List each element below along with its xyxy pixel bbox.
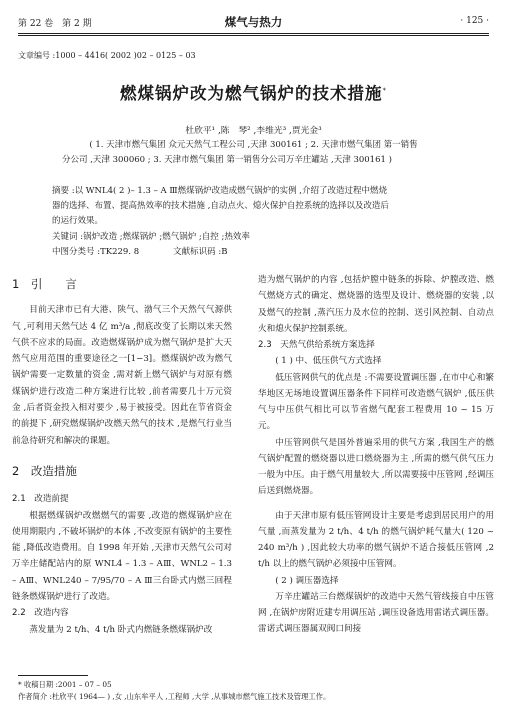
affiliation-line: 分公司 ,天津 300060 ; 3. 天津市燃气集团 第一销售分公司万辛庄罐站 ,天津 300161 ): [62, 155, 392, 165]
tianjin-network-paragraph: 由于天津市原有低压管网设计主要是考虑到居民用户的用气量 ,而蒸发量为 2 t/h、4 t/h 的燃气锅炉耗气量大( 120 ~ 240 m³/h ) ,因此较大功率的燃气锅炉不适合接低压管网 ,2 t/h 以上的燃气锅炉必须接中压管网。: [258, 510, 494, 570]
section-2-2-heading: 2.2 改造内容: [12, 608, 69, 619]
low-pressure-paragraph: 低压管网供气的优点是 :不需要设置调压器 ,在市中心和繁华地区无场地设置调压器条件下同样可改造燃气锅炉 ,低压供气与中压供气相比可以节省燃气配套工程费用 10 ~ 15 万元。: [258, 372, 494, 432]
section-1-paragraph: 目前天津市已有大港、陕气、渤气三个天然气气源供气 ,可利用天然气达 4 亿 m³/a ,彻底改变了长期以来天然气供不应求的局面。改造燃煤锅炉成为燃气锅炉是扩大天然气应用范围的重要途径之一[1−3]。燃煤锅炉改为燃气锅炉需要一定数量的资金 ,需对新上燃气锅炉与对原有燃煤锅炉进行改造二种方案进行比较 ,前者需要几十万元资金 ,后者资金投入相对要少 ,易于被接受。因此在节省资金的前提下 ,研究燃煤锅炉改燃天然气的技术 ,是燃气行业当前急待研究和解决的课题。: [12, 305, 232, 446]
section-2-1-paragraph: 根据燃煤锅炉改燃燃气的需要 ,改造的燃煤锅炉应在使用期限内 ,不破坏锅炉的本体 ,不改变原有锅炉的主要性能 ,降低改造费用。自 1998 年开始 ,天津市天然气公司对万辛庄储配站内的原 WNL4 – 1.3 – AⅢ、WNL2 – 1.3 – AⅢ、WNL240 – 7/95/70 – A Ⅲ三台卧式内燃三回程链条燃煤锅炉进行了改造。: [12, 510, 232, 603]
title-footnote-mark: *: [382, 86, 387, 95]
title-text: 燃煤锅炉改为燃气锅炉的技术措施: [120, 84, 383, 103]
header-rule-top: [18, 33, 489, 34]
journal-name: 煤气与热力: [224, 15, 283, 29]
article-number: 文章编号 :1000 – 4416( 2002 )02 – 0125 – 03: [18, 51, 196, 60]
running-header: [18, 14, 489, 32]
section-2-heading: 2 改造措施: [12, 463, 77, 478]
classification: 中图分类号 :TK229. 8 文献标识码 :B: [52, 246, 228, 257]
abstract-block: [52, 184, 467, 260]
section-2-3-heading: 2.3 天然气供给系统方案选择: [258, 340, 375, 350]
article-title: [0, 80, 507, 104]
footnote: [18, 679, 330, 703]
received-date: * 收稿日期 :2001 – 07 – 05: [18, 680, 112, 689]
paragraph-continued: 造为燃气锅炉的内容 ,包括炉膛中链条的拆除、炉膛改造、燃气燃烧方式的确定、燃烧器的选型及设计、燃烧器的安装 ,以及燃气的控制 ,蒸汽压力及水位的控制、送引风控制、自动点火和熄火保护控制系统。: [258, 275, 494, 334]
abstract-line: 的运行效果。: [52, 216, 104, 227]
affiliation-line: ( 1. 天津市燃气集团 众元天然气工程公司 ,天津 300161 ; 2. 天津市燃气集团 第一销售: [89, 140, 418, 150]
author-bio: 作者简介 :杜欣平( 1964— ) ,女 ,山东牟平人 ,工程师 ,大学 ,从事城市燃气施工技术及管理工作。: [18, 692, 331, 701]
header-rule-bottom: [18, 35, 489, 36]
subsection-1-heading: ( 1 ) 中、低压供气方式选择: [275, 356, 382, 367]
medium-pressure-paragraph: 中压管网供气是国外普遍采用的供气方案 ,我国生产的燃气锅炉配置的燃烧器以进口燃烧器为主 ,所需的燃气供气压力一般为中压。由于燃气用量较大 ,所以需要接中压管网 ,经调压后送到燃烧器。: [258, 437, 494, 497]
footnote-rule: [18, 675, 88, 676]
keywords: 关键词 :锅炉改造 ;燃煤锅炉 ;燃气锅炉 ;自控 ;热效率: [52, 231, 250, 242]
section-2-2-paragraph: 蒸发量为 2 t/h、4 t/h 卧式内燃链条燃煤锅炉改: [29, 624, 213, 635]
right-column: [258, 272, 494, 638]
regulator-paragraph: 万辛庄罐站三台燃煤锅炉的改造中天然气管线接自中压管网 ,在锅炉房附近建专用调压站 ,调压设备选用雷诺式调压器。雷诺式调压器属双阀口间接: [258, 591, 494, 635]
page-number: · 125 ·: [460, 16, 489, 26]
affiliations: [40, 138, 467, 168]
abstract-line: 器的选择、布置、提高热效率的技术措施 ,自动点火、熄火保护自控系统的选择以及改造后: [52, 201, 389, 212]
author-list: 杜欣平¹ ,陈 琴² ,李维光³ ,贾光金³: [185, 126, 322, 136]
section-2-1-heading: 2.1 改造前提: [12, 494, 69, 505]
abstract-line: 摘要 :以 WNL4( 2 )– 1.3 – A Ⅲ燃煤锅炉改造成燃气锅炉的实例 ,介绍了改造过程中燃烧: [52, 186, 388, 196]
subsection-2-heading: ( 2 ) 调压器选择: [275, 575, 339, 586]
left-column: [12, 268, 232, 638]
section-1-heading: 1 引 言: [12, 277, 77, 291]
journal-issue: 第 22 卷 第 2 期: [18, 19, 92, 29]
